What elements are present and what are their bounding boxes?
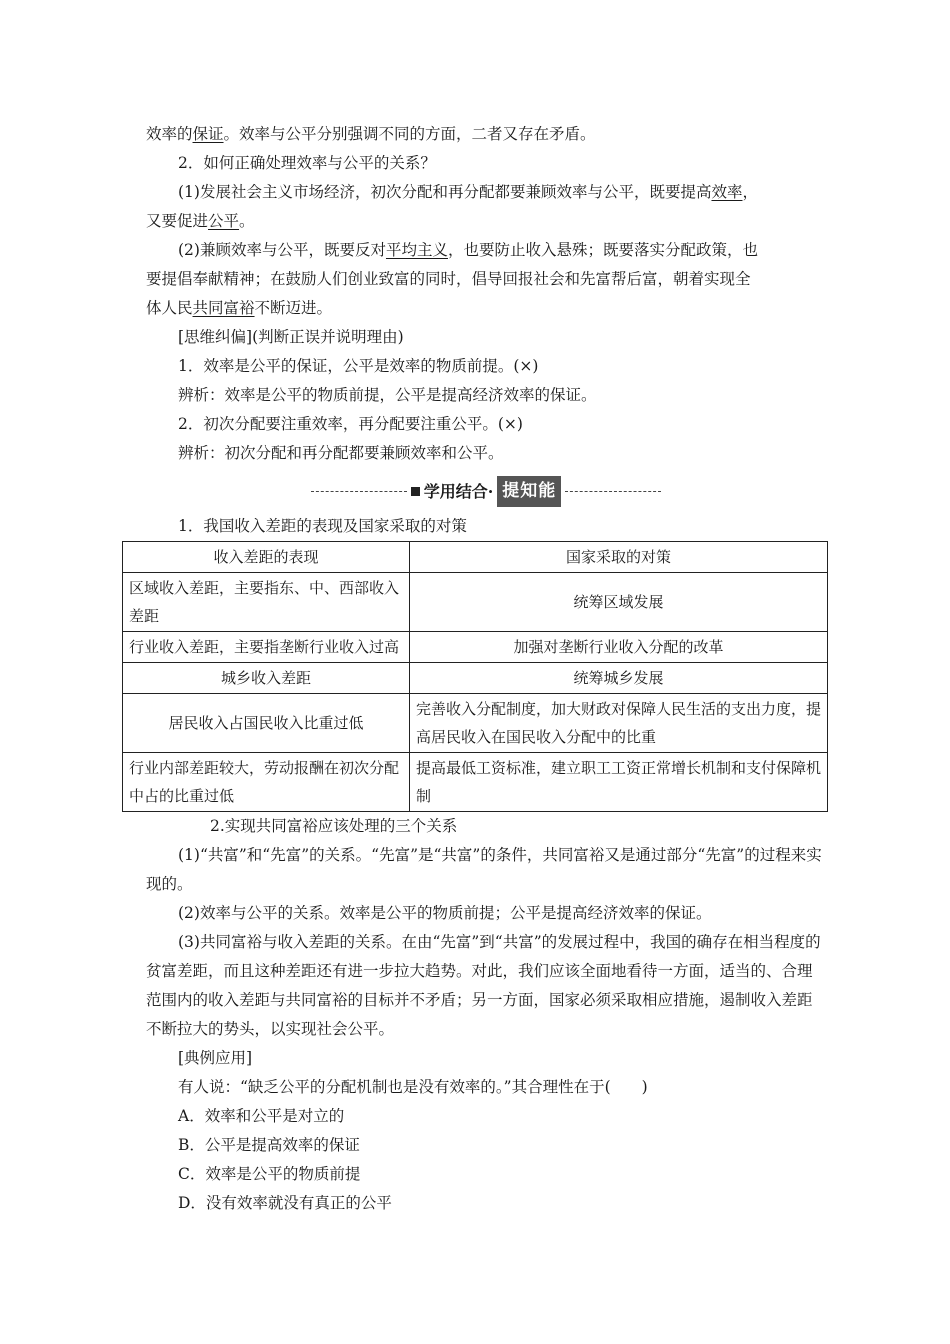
table-cell: 提高最低工资标准，建立职工工资正常增长机制和支付保障机制 [410, 753, 828, 812]
table-title: 1．我国收入差距的表现及国家采取的对策 [178, 517, 467, 535]
underlined-term: 保证 [192, 125, 224, 143]
judgement-item: 2．初次分配要注重效率，再分配要注重公平。(×) [178, 415, 523, 433]
table-cell: 行业收入差距，主要指垄断行业收入过高 [123, 632, 410, 663]
table-header-cell: 国家采取的对策 [410, 542, 828, 573]
option-c: C．效率是公平的物质前提 [178, 1165, 361, 1183]
paragraph: (1)“共富”和“先富”的关系。“先富”是“共富”的条件，共同富裕又是通过部分“先富”的过程来实现的。 [146, 846, 822, 893]
table-row [123, 753, 828, 812]
text-line [146, 207, 826, 236]
table-cell: 区域收入差距，主要指东、中、西部收入差距 [123, 573, 410, 632]
table-cell: 加强对垄断行业收入分配的改革 [410, 632, 828, 663]
text-span: ，也要防止收入悬殊；既要落实分配政策，也 [447, 241, 758, 259]
underlined-term: 公平 [208, 212, 240, 230]
section-label: [典例应用] [178, 1049, 253, 1067]
text-line [146, 120, 826, 149]
income-gap-table [122, 541, 828, 812]
table-cell: 完善收入分配制度，加大财政对保障人民生活的支出力度，提高居民收入在国民收入分配中的比重 [410, 694, 828, 753]
text-line: 要提倡奉献精神；在鼓励人们创业致富的同时，倡导回报社会和先富帮后富，朝着实现全 [146, 270, 751, 288]
underlined-term: 平均主义 [385, 241, 448, 259]
text-line [146, 294, 826, 323]
table-header-cell: 收入差距的表现 [123, 542, 410, 573]
judgement-item: 1．效率是公平的保证，公平是效率的物质前提。(×) [178, 357, 539, 375]
analysis-text: 辨析：效率是公平的物质前提，公平是提高经济效率的保证。 [178, 386, 597, 404]
table-row [123, 694, 828, 753]
question-text: 有人说：“缺乏公平的分配机制也是没有效率的。”其合理性在于( ) [178, 1078, 648, 1096]
analysis-text: 辨析：初次分配和再分配都要兼顾效率和公平。 [178, 444, 504, 462]
text-span: 效率的 [146, 125, 193, 143]
paragraph: (3)共同富裕与收入差距的关系。在由“先富”到“共富”的发展过程中，我国的确存在相当程度的贫富差距，而且这种差距还有进一步拉大趋势。对此，我们应该全面地看待一方面，适当的、合理范围内的收入差距与共同富裕的目标并不矛盾；另一方面，国家必须采取相应措施，遏制收入差距不断拉大的势头，以实现社会公平。 [146, 933, 821, 1038]
banner-text: 学用结合· [423, 481, 494, 501]
text-span: 。 [239, 212, 255, 230]
option-d: D．没有效率就没有真正的公平 [178, 1194, 392, 1212]
table-row [123, 663, 828, 694]
table-cell: 行业内部差距较大，劳动报酬在初次分配中占的比重过低 [123, 753, 410, 812]
table-cell: 城乡收入差距 [123, 663, 410, 694]
table-row [123, 632, 828, 663]
option-a: A．效率和公平是对立的 [178, 1107, 345, 1125]
section-banner [146, 474, 826, 508]
text-span: 体人民 [146, 299, 193, 317]
banner-dash-right [565, 491, 661, 492]
text-span: ， [742, 183, 758, 201]
document-page [129, 120, 826, 1218]
text-span: 又要促进 [146, 212, 209, 230]
text-line [146, 178, 826, 207]
text-line [146, 236, 826, 265]
table-row [123, 573, 828, 632]
table-cell: 统筹区域发展 [410, 573, 828, 632]
banner-boxed-text: 提知能 [497, 476, 561, 507]
text-span: (2)兼顾效率与公平，既要反对 [178, 241, 386, 259]
table-cell: 统筹城乡发展 [410, 663, 828, 694]
section-label: [思维纠偏](判断正误并说明理由) [178, 328, 404, 346]
text-span: (1)发展社会主义市场经济，初次分配和再分配都要兼顾效率与公平，既要提高 [178, 183, 712, 201]
table-header-row [123, 542, 828, 573]
underlined-term: 共同富裕 [192, 299, 255, 317]
text-span: 。效率与公平分别强调不同的方面，二者又存在矛盾。 [223, 125, 596, 143]
square-bullet-icon [411, 487, 420, 496]
banner-dash-left [311, 491, 407, 492]
question-heading: 2．如何正确处理效率与公平的关系？ [178, 154, 436, 172]
paragraph: (2)效率与公平的关系。效率是公平的物质前提；公平是提高经济效率的保证。 [178, 904, 712, 922]
section-heading: 2.实现共同富裕应该处理的三个关系 [210, 817, 458, 835]
table-cell: 居民收入占国民收入比重过低 [123, 694, 410, 753]
option-b: B．公平是提高效率的保证 [178, 1136, 360, 1154]
underlined-term: 效率 [711, 183, 743, 201]
text-span: 不断迈进。 [254, 299, 333, 317]
